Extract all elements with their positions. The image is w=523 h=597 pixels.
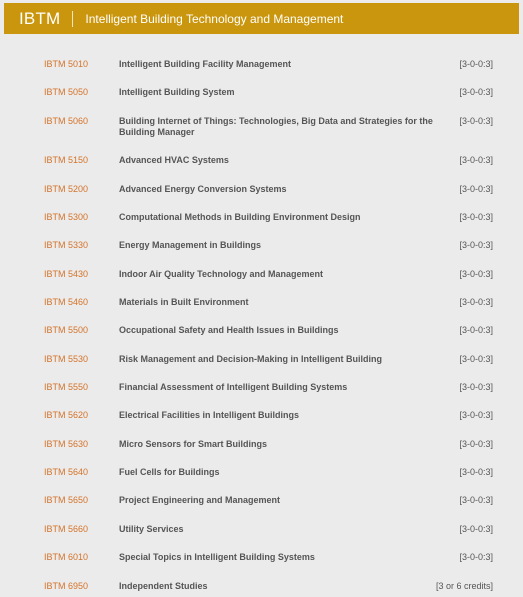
course-code-link[interactable]: IBTM 5300 xyxy=(44,212,89,222)
course-credits: [3-0-0:3] xyxy=(459,439,493,449)
course-name: Intelligent Building System xyxy=(119,87,235,97)
course-credits: [3-0-0:3] xyxy=(459,467,493,477)
course-name: Micro Sensors for Smart Buildings xyxy=(119,439,268,449)
course-code-link[interactable]: IBTM 5660 xyxy=(44,524,89,534)
page-header xyxy=(4,3,519,34)
course-code-link[interactable]: IBTM 6010 xyxy=(44,552,89,562)
course-credits: [3-0-0:3] xyxy=(459,382,493,392)
course-name: Materials in Built Environment xyxy=(119,297,249,307)
course-credits: [3-0-0:3] xyxy=(459,59,493,69)
course-credits: [3-0-0:3] xyxy=(459,552,493,562)
course-name: Building Internet of Things: Technologies, Big Data and Strategies for the Building Manager xyxy=(119,116,433,137)
course-code-link[interactable]: IBTM 5640 xyxy=(44,467,89,477)
course-code-link[interactable]: IBTM 5060 xyxy=(44,116,89,126)
course-credits: [3-0-0:3] xyxy=(459,354,493,364)
course-name: Electrical Facilities in Intelligent Buildings xyxy=(119,410,300,420)
course-code-link[interactable]: IBTM 5550 xyxy=(44,382,89,392)
header-divider xyxy=(72,11,73,27)
header-code: IBTM xyxy=(19,8,61,28)
course-code-link[interactable]: IBTM 5050 xyxy=(44,87,89,97)
course-name: Computational Methods in Building Environment Design xyxy=(119,212,361,222)
course-name: Independent Studies xyxy=(119,581,208,591)
course-credits: [3-0-0:3] xyxy=(459,410,493,420)
course-code-link[interactable]: IBTM 5150 xyxy=(44,155,89,165)
course-name: Indoor Air Quality Technology and Management xyxy=(119,269,324,279)
course-credits: [3-0-0:3] xyxy=(459,155,493,165)
course-name: Risk Management and Decision-Making in Intelligent Building xyxy=(119,354,383,364)
course-code-link[interactable]: IBTM 6950 xyxy=(44,581,89,591)
course-name: Occupational Safety and Health Issues in Buildings xyxy=(119,325,339,335)
course-name: Energy Management in Buildings xyxy=(119,240,262,250)
course-name: Special Topics in Intelligent Building Systems xyxy=(119,552,315,562)
course-credits: [3-0-0:3] xyxy=(459,212,493,222)
course-code-link[interactable]: IBTM 5460 xyxy=(44,297,89,307)
course-code-link[interactable]: IBTM 5430 xyxy=(44,269,89,279)
course-credits: [3-0-0:3] xyxy=(459,297,493,307)
course-credits: [3 or 6 credits] xyxy=(435,581,493,591)
course-name: Project Engineering and Management xyxy=(119,495,281,505)
page-title: Intelligent Building Technology and Management xyxy=(85,11,344,26)
course-code-link[interactable]: IBTM 5200 xyxy=(44,184,89,194)
course-name: Intelligent Building Facility Management xyxy=(119,59,292,69)
course-name: Advanced Energy Conversion Systems xyxy=(119,184,287,194)
course-name: Utility Services xyxy=(119,524,184,534)
course-credits: [3-0-0:3] xyxy=(459,269,493,279)
course-code-link[interactable]: IBTM 5330 xyxy=(44,240,89,250)
course-credits: [3-0-0:3] xyxy=(459,495,493,505)
course-name: Advanced HVAC Systems xyxy=(119,155,229,165)
course-credits: [3-0-0:3] xyxy=(459,325,493,335)
course-credits: [3-0-0:3] xyxy=(459,240,493,250)
course-credits: [3-0-0:3] xyxy=(459,524,493,534)
course-code-link[interactable]: IBTM 5530 xyxy=(44,354,89,364)
course-code-link[interactable]: IBTM 5630 xyxy=(44,439,89,449)
course-code-link[interactable]: IBTM 5500 xyxy=(44,325,89,335)
course-name: Financial Assessment of Intelligent Building Systems xyxy=(119,382,348,392)
course-code-link[interactable]: IBTM 5620 xyxy=(44,410,89,420)
course-credits: [3-0-0:3] xyxy=(459,87,493,97)
course-code-link[interactable]: IBTM 5010 xyxy=(44,59,89,69)
course-credits: [3-0-0:3] xyxy=(459,184,493,194)
course-credits: [3-0-0:3] xyxy=(459,116,493,126)
course-code-link[interactable]: IBTM 5650 xyxy=(44,495,89,505)
course-name: Fuel Cells for Buildings xyxy=(119,467,220,477)
